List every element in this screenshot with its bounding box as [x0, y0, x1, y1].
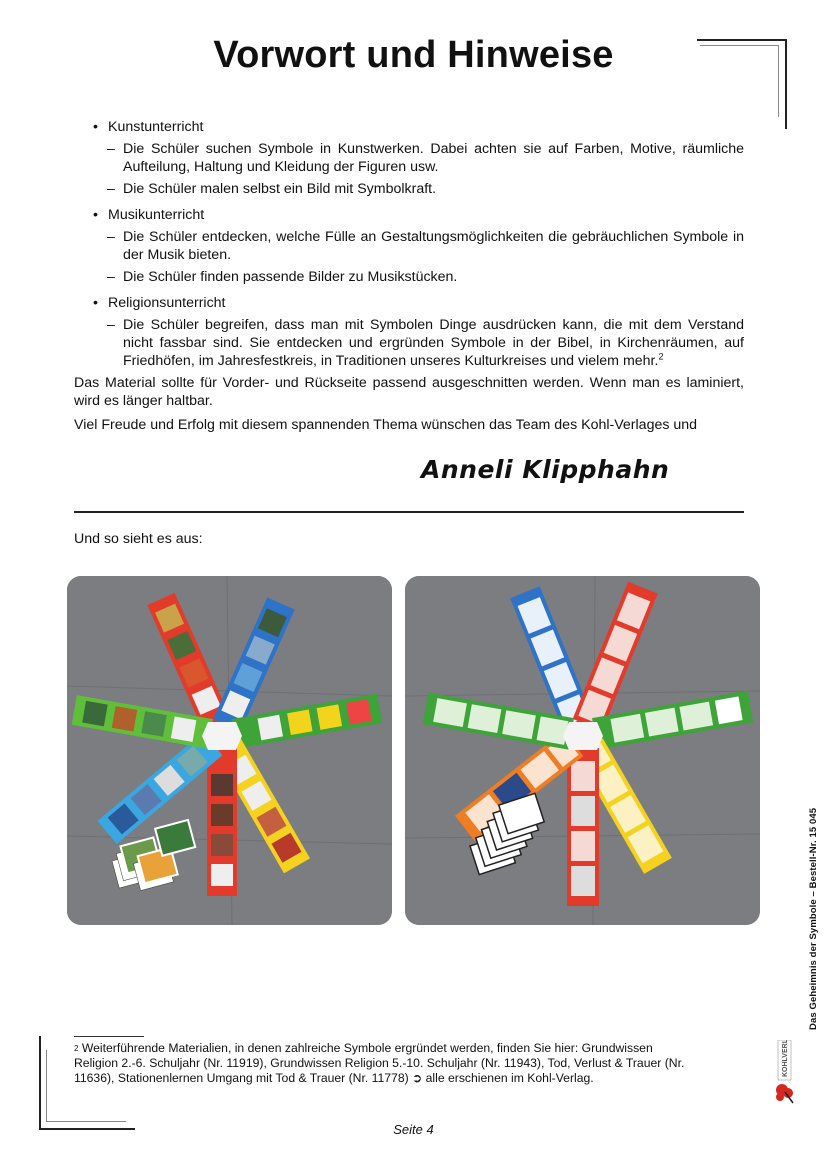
section-religion	[74, 294, 744, 370]
paragraph: Viel Freude und Erfolg mit diesem spannenden Thema wünschen das Team des Kohl-Verlages und	[74, 417, 698, 433]
photo-front-side-graphic	[67, 576, 392, 925]
photo-front-side	[67, 576, 392, 925]
list-item: – Die Schüler entdecken, welche Fülle an Gestaltungsmöglichkeiten die gebräuchlichen Symbole in der Musik bieten.	[74, 228, 744, 264]
footnote-divider	[74, 1036, 144, 1037]
page-number: Seite 4	[393, 1122, 434, 1137]
publisher-logo	[773, 1040, 795, 1104]
section-heading: • Religionsunterricht	[74, 294, 744, 312]
footnote-number: 2	[74, 1044, 79, 1053]
footnote	[74, 1041, 694, 1086]
frame-corner-bottom-left-vertical	[39, 1036, 41, 1130]
section-musik	[74, 206, 744, 286]
photo-back-side	[405, 576, 760, 925]
kohl-logo-icon	[773, 1040, 795, 1104]
list-item: – Die Schüler finden passende Bilder zu Musikstücken.	[74, 268, 744, 286]
section-heading: • Musikunterricht	[74, 206, 744, 224]
paragraph: Das Material sollte für Vorder- und Rückseite passend ausgeschnitten werden. Wenn man es laminiert, wird es länger haltbar.	[74, 375, 744, 409]
section-kunst	[74, 118, 744, 198]
footnote-reference[interactable]: 2	[658, 351, 664, 362]
photo-back-side-graphic	[405, 576, 760, 925]
list-item-text: Die Schüler begreifen, dass man mit Symbolen Dinge ausdrücken kann, die mit dem Verstand nicht fassbar sind. Sie entdecken und ergründen Symbole in der Bibel, in Kirchenräumen, auf Friedhöfen, im Jahresfestkreis, in Traditionen unseres Kulturkreises und vielem mehr.	[123, 317, 744, 369]
footnote-text: Weiterführende Materialien, in denen zahlreiche Symbole ergründet werden, finden Sie hier: Grundwissen Religion 2.-6. Schuljahr (Nr. 11919), Grundwissen Religion 5.-10. Schuljahr (Nr. 11943), Tod, Verlust & Trauer (Nr. 11636), Stationenlernen Umgang mit Tod & Trauer (Nr. 11778) ➲ alle erschienen im Kohl-Verlag.	[74, 1041, 685, 1085]
list-item: – Die Schüler suchen Symbole in Kunstwerken. Dabei achten sie auf Farben, Motive, räumliche Aufteilung, Haltung und Kleidung der Figuren usw.	[74, 140, 744, 176]
page-title: Vorwort und Hinweise	[213, 34, 614, 76]
list-item: – Die Schüler malen selbst ein Bild mit Symbolkraft.	[74, 180, 744, 198]
signature: Anneli Klipphahn	[421, 455, 670, 484]
main-content	[74, 118, 744, 440]
images-intro: Und so sieht es aus:	[74, 531, 203, 547]
section-heading: • Kunstunterricht	[74, 118, 744, 136]
frame-corner-bottom-left-inner-vertical	[46, 1050, 47, 1122]
side-label: Das Geheimnis der Symbole – Bestell-Nr. 15 045	[808, 807, 819, 1030]
list-item	[74, 316, 744, 370]
logo-text: KOHLVERLAG	[782, 1040, 789, 1077]
divider	[74, 511, 744, 513]
